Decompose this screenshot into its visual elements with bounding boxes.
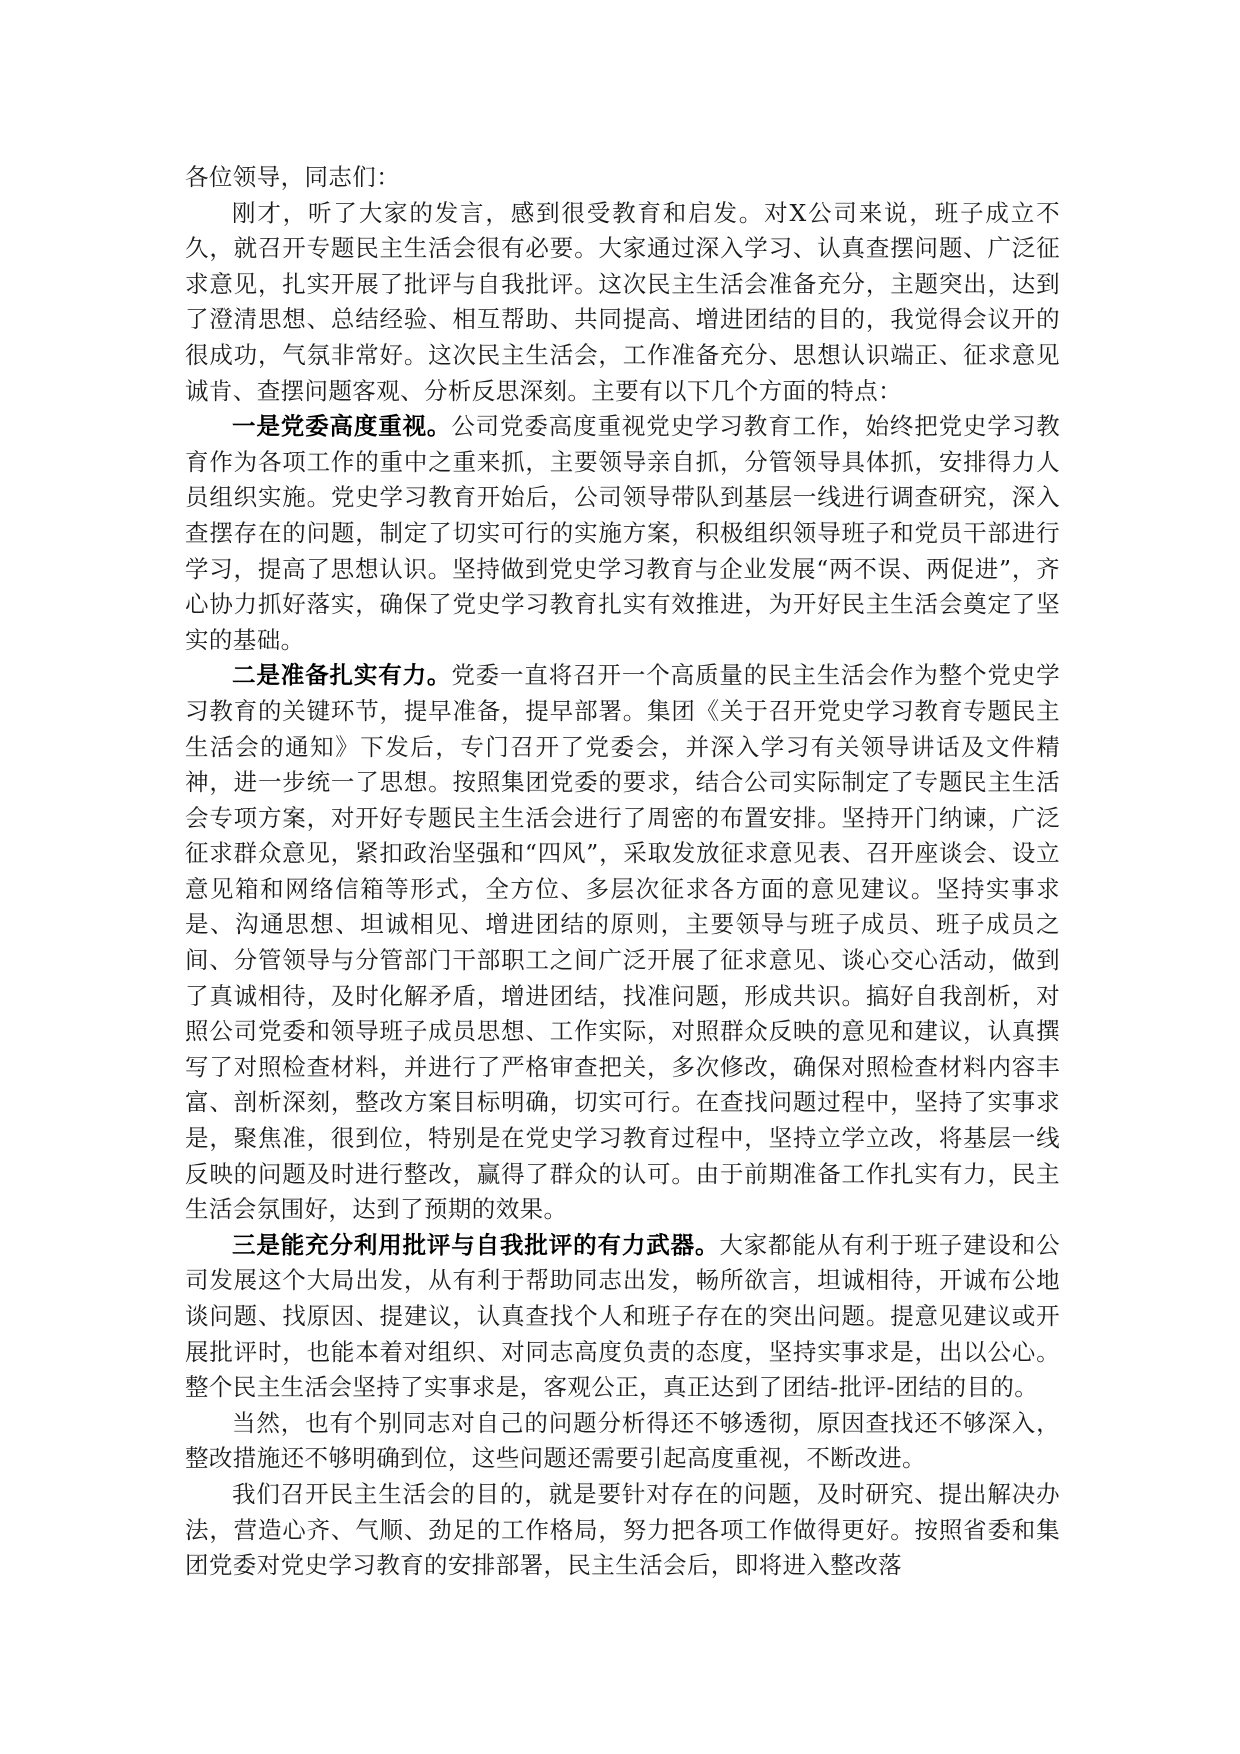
document-body [185, 160, 1060, 1584]
point-1-heading: 一是党委高度重视。 [232, 412, 452, 441]
intro-paragraph: 刚才，听了大家的发言，感到很受教育和启发。对X公司来说，班子成立不久，就召开专题民主生活会很有必要。大家通过深入学习、认真查摆问题、广泛征求意见，扎实开展了批评与自我批评。这次民主生活会准备充分，主题突出，达到了澄清思想、总结经验、相互帮助、共同提高、增进团结的目的，我觉得会议开的很成功，气氛非常好。这次民主生活会，工作准备充分、思想认识端正、征求意见诚肯、查摆问题客观、分析反思深刻。主要有以下几个方面的特点： [185, 198, 1060, 405]
point-1-paragraph [185, 409, 1060, 658]
remark-paragraph: 当然，也有个别同志对自己的问题分析得还不够透彻，原因查找还不够深入，整改措施还不够明确到位，这些问题还需要引起高度重视，不断改进。 [185, 1408, 1060, 1473]
point-3-text: 大家都能从有利于班子建设和公司发展这个大局出发，从有利于帮助同志出发，畅所欲言，坦诚相待，开诚布公地谈问题、找原因、提建议，认真查找个人和班子存在的突出问题。提意见建议或开展批评时，也能本着对组织、对同志高度负责的态度，坚持实事求是，出以公心。整个民主生活会坚持了实事求是，客观公正，真正达到了团结-批评-团结的目的。 [185, 1230, 1060, 1402]
point-2-paragraph [185, 658, 1060, 1228]
closing-paragraph: 我们召开民主生活会的目的，就是要针对存在的问题，及时研究、提出解决办法，营造心齐、气顺、劲足的工作格局，努力把各项工作做得更好。按照省委和集团党委对党史学习教育的安排部署，民主生活会后，即将进入整改落 [185, 1479, 1060, 1580]
point-2-heading: 二是准备扎实有力。 [232, 661, 452, 690]
point-2-text: 党委一直将召开一个高质量的民主生活会作为整个党史学习教育的关键环节，提早准备，提早部署。集团《关于召开党史学习教育专题民主生活会的通知》下发后，专门召开了党委会，并深入学习有关领导讲话及文件精神，进一步统一了思想。按照集团党委的要求，结合公司实际制定了专题民主生活会专项方案，对开好专题民主生活会进行了周密的布置安排。坚持开门纳谏，广泛征求群众意见，紧扣政治坚强和“四风”，采取发放征求意见表、召开座谈会、设立意见箱和网络信箱等形式，全方位、多层次征求各方面的意见建议。坚持实事求是、沟通思想、坦诚相见、增进团结的原则，主要领导与班子成员、班子成员之间、分管领导与分管部门干部职工之间广泛开展了征求意见、谈心交心活动，做到了真诚相待，及时化解矛盾，增进团结，找准问题，形成共识。搞好自我剖析，对照公司党委和领导班子成员思想、工作实际，对照群众反映的意见和建议，认真撰写了对照检查材料，并进行了严格审查把关，多次修改，确保对照检查材料内容丰富、剖析深刻，整改方案目标明确，切实可行。在查找问题过程中，坚持了实事求是，聚焦准，很到位，特别是在党史学习教育过程中，坚持立学立改，将基层一线反映的问题及时进行整改，赢得了群众的认可。由于前期准备工作扎实有力，民主生活会氛围好，达到了预期的效果。 [185, 661, 1061, 1224]
point-1-text: 公司党委高度重视党史学习教育工作，始终把党史学习教育作为各项工作的重中之重来抓，主要领导亲自抓，分管领导具体抓，安排得力人员组织实施。党史学习教育开始后，公司领导带队到基层一线进行调查研究，深入查摆存在的问题，制定了切实可行的实施方案，积极组织领导班子和党员干部进行学习，提高了思想认识。坚持做到党史学习教育与企业发展“两不误、两促进”，齐心协力抓好落实，确保了党史学习教育扎实有效推进，为开好民主生活会奠定了坚实的基础。 [185, 412, 1061, 654]
point-3-heading: 三是能充分利用批评与自我批评的有力武器。 [232, 1230, 720, 1259]
salutation: 各位领导，同志们： [185, 163, 401, 191]
point-3-paragraph [185, 1228, 1060, 1406]
